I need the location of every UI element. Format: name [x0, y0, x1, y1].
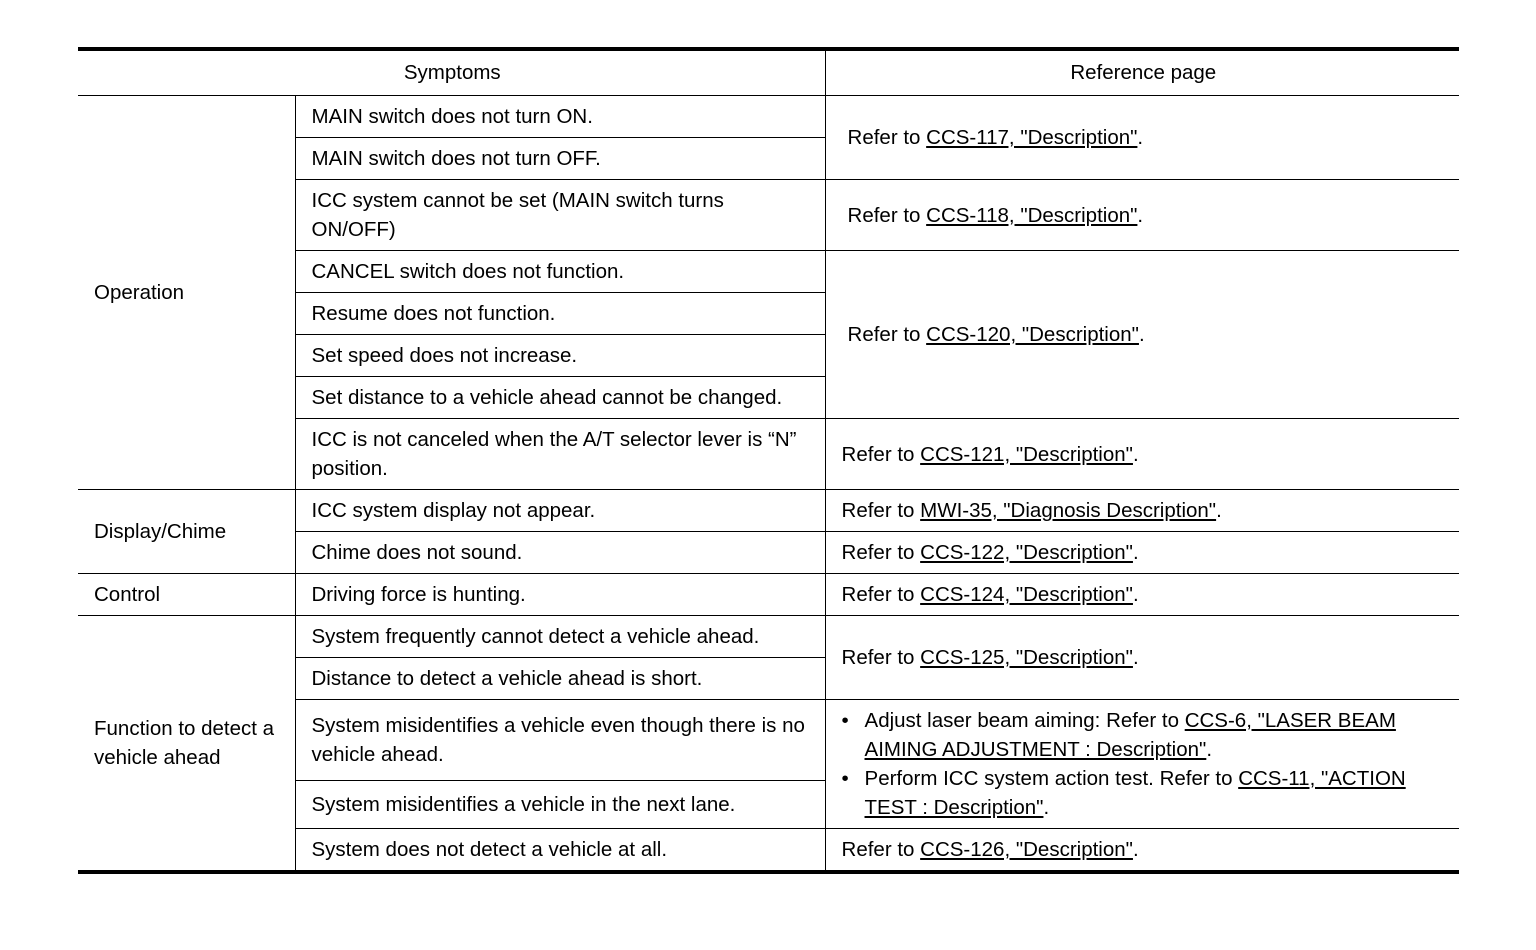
reference-link-ccs-126[interactable]: CCS-126, "Description"	[920, 838, 1133, 861]
reference-link-ccs-124[interactable]: CCS-124, "Description"	[920, 583, 1133, 606]
symptom-cell: System frequently cannot detect a vehicle ahead.	[295, 616, 825, 658]
bullet-text: Perform ICC system action test. Refer to	[864, 767, 1239, 790]
symptom-cell: MAIN switch does not turn OFF.	[295, 138, 825, 180]
symptom-cell: ICC is not canceled when the A/T selector lever is “N” position.	[295, 419, 825, 490]
reference-cell	[825, 829, 1459, 873]
bullet-list	[842, 706, 1446, 822]
symptom-cell: MAIN switch does not turn ON.	[295, 96, 825, 138]
reference-link-ccs-6[interactable]: CCS-6, "LASER BEAM AIMING ADJUSTMENT : Description"	[864, 709, 1396, 761]
symptom-cell: Set distance to a vehicle ahead cannot be changed.	[295, 377, 825, 419]
bullet-item	[842, 706, 1446, 764]
period: .	[1137, 126, 1144, 149]
period: .	[1137, 203, 1144, 227]
reference-link-ccs-120[interactable]: CCS-120, "Description"	[926, 323, 1139, 346]
symptom-table	[78, 47, 1459, 874]
refer-to-text: Refer to	[847, 323, 927, 346]
reference-link-ccs-122[interactable]: CCS-122, "Description"	[920, 541, 1133, 564]
refer-to-text: Refer to	[841, 442, 921, 466]
table-row	[78, 490, 1459, 532]
refer-to-text: Refer to	[841, 838, 921, 861]
reference-cell	[825, 251, 1459, 419]
symptom-cell: CANCEL switch does not function.	[295, 251, 825, 293]
category-function-detect: Function to detect a vehicle ahead	[78, 616, 295, 873]
symptom-cell: System misidentifies a vehicle in the next lane.	[295, 781, 825, 829]
header-reference-page: Reference page	[825, 49, 1459, 96]
bullet-text: Adjust laser beam aiming: Refer to	[864, 709, 1185, 732]
symptom-cell: Resume does not function.	[295, 293, 825, 335]
header-symptoms: Symptoms	[78, 49, 825, 96]
reference-cell	[825, 532, 1459, 574]
refer-to-text: Refer to	[841, 583, 921, 606]
symptom-cell: Set speed does not increase.	[295, 335, 825, 377]
bullet-item	[842, 764, 1446, 822]
reference-link-mwi-35[interactable]: MWI-35, "Diagnosis Description"	[920, 499, 1217, 522]
reference-link-ccs-117[interactable]: CCS-117, "Description"	[926, 126, 1138, 149]
refer-to-text: Refer to	[841, 646, 921, 669]
period: .	[1216, 499, 1222, 522]
reference-cell	[825, 700, 1459, 829]
category-display-chime: Display/Chime	[78, 490, 295, 574]
reference-cell	[825, 574, 1459, 616]
reference-link-ccs-125[interactable]: CCS-125, "Description"	[920, 646, 1133, 669]
reference-cell	[825, 96, 1459, 180]
period: .	[1132, 541, 1139, 564]
reference-link-ccs-121[interactable]: CCS-121, "Description"	[920, 442, 1133, 466]
symptom-cell: ICC system cannot be set (MAIN switch turns ON/OFF)	[295, 180, 825, 251]
period: .	[1132, 646, 1139, 669]
period: .	[1138, 323, 1145, 346]
symptom-cell: System misidentifies a vehicle even though there is no vehicle ahead.	[295, 700, 825, 781]
period: .	[1132, 583, 1139, 606]
category-control: Control	[78, 574, 295, 616]
refer-to-text: Refer to	[841, 541, 921, 564]
reference-link-ccs-11[interactable]: CCS-11, "ACTION TEST : Description"	[864, 767, 1406, 819]
period: .	[1206, 738, 1213, 761]
table-header-row	[78, 49, 1459, 96]
category-operation: Operation	[78, 96, 295, 490]
refer-to-text: Refer to	[847, 203, 927, 227]
symptom-cell: Chime does not sound.	[295, 532, 825, 574]
table-row	[78, 96, 1459, 138]
period: .	[1132, 838, 1139, 861]
reference-cell	[825, 180, 1459, 251]
period: .	[1043, 796, 1050, 819]
refer-to-text: Refer to	[847, 126, 927, 149]
symptom-cell: Driving force is hunting.	[295, 574, 825, 616]
period: .	[1132, 442, 1139, 466]
refer-to-text: Refer to	[841, 499, 921, 522]
table-row	[78, 574, 1459, 616]
reference-cell	[825, 419, 1459, 490]
reference-cell	[825, 490, 1459, 532]
symptom-cell: Distance to detect a vehicle ahead is short.	[295, 658, 825, 700]
symptom-cell: System does not detect a vehicle at all.	[295, 829, 825, 873]
reference-cell	[825, 616, 1459, 700]
reference-link-ccs-118[interactable]: CCS-118, "Description"	[926, 203, 1138, 227]
symptom-cell: ICC system display not appear.	[295, 490, 825, 532]
table-row	[78, 616, 1459, 658]
